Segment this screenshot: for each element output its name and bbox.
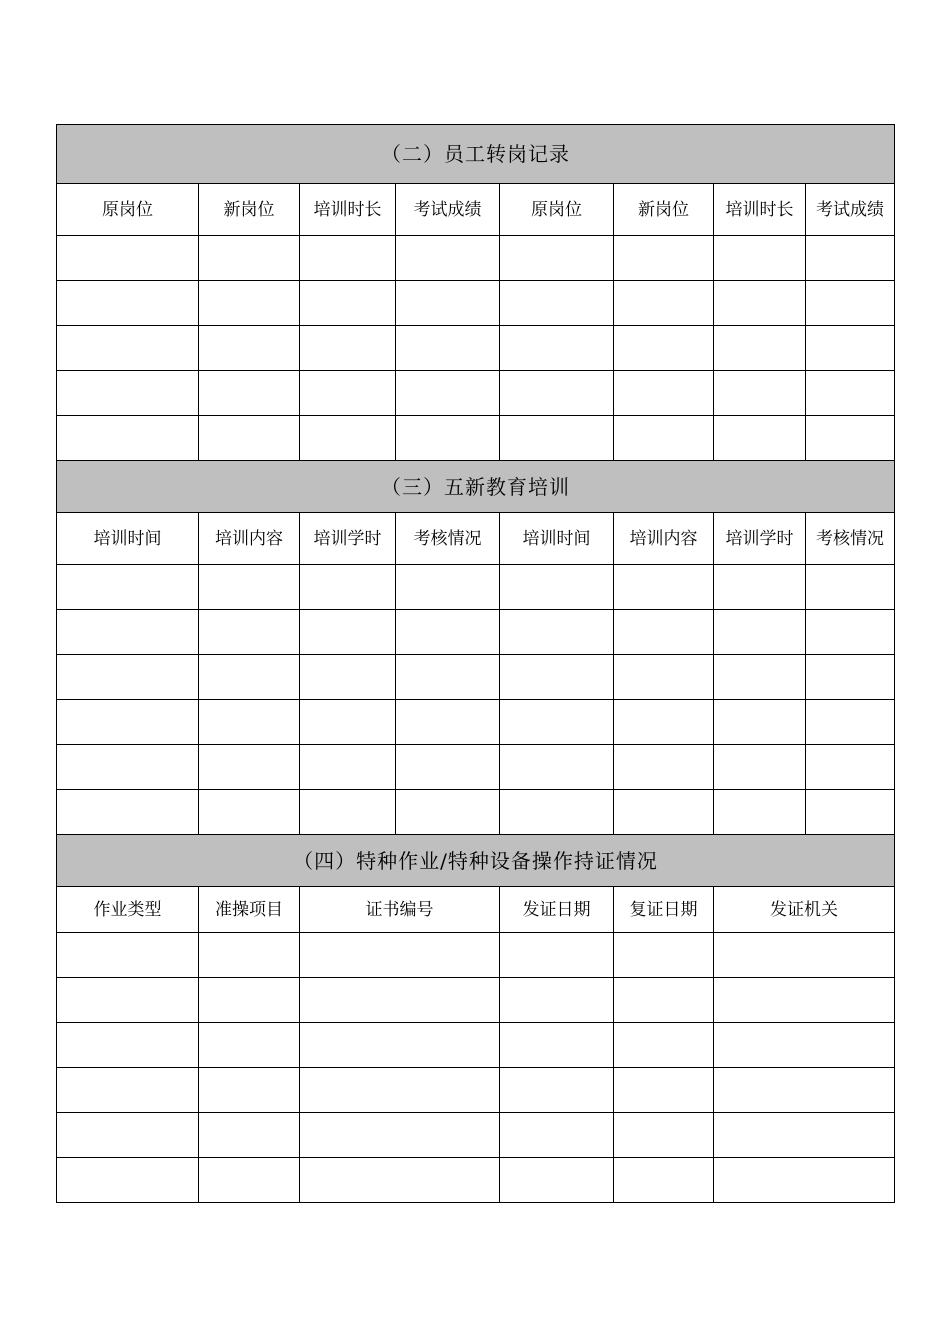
blank-cell[interactable] <box>396 281 500 326</box>
blank-cell[interactable] <box>614 700 714 745</box>
blank-cell[interactable] <box>614 1158 714 1203</box>
certificate-header-row <box>57 887 895 933</box>
header-cell: 新岗位 <box>199 184 300 236</box>
blank-cell[interactable] <box>300 236 396 281</box>
blank-cell[interactable] <box>199 655 300 700</box>
blank-cell[interactable] <box>396 610 500 655</box>
blank-cell[interactable] <box>57 1068 199 1113</box>
blank-cell[interactable] <box>500 1113 614 1158</box>
blank-cell[interactable] <box>199 326 300 371</box>
blank-cell[interactable] <box>614 1113 714 1158</box>
blank-cell[interactable] <box>57 1158 199 1203</box>
transfer-header-row <box>57 184 895 236</box>
header-cell <box>714 513 806 565</box>
blank-cell[interactable] <box>199 236 300 281</box>
blank-cell[interactable] <box>57 371 199 416</box>
blank-cell[interactable] <box>806 236 895 281</box>
blank-cell[interactable] <box>199 1113 300 1158</box>
blank-cell[interactable] <box>199 700 300 745</box>
blank-cell[interactable] <box>57 978 199 1023</box>
blank-cell[interactable] <box>199 1023 300 1068</box>
blank-cell[interactable] <box>500 790 614 835</box>
blank-cell[interactable] <box>300 745 396 790</box>
blank-cell[interactable] <box>500 371 614 416</box>
blank-cell[interactable] <box>300 1023 500 1068</box>
education-header-row <box>57 513 895 565</box>
blank-cell[interactable] <box>614 790 714 835</box>
blank-cell[interactable] <box>199 565 300 610</box>
blank-cell[interactable] <box>199 281 300 326</box>
blank-cell[interactable] <box>714 1113 895 1158</box>
header-cell: 原岗位 <box>500 184 614 236</box>
blank-cell[interactable] <box>57 281 199 326</box>
blank-cell[interactable] <box>714 745 806 790</box>
blank-cell[interactable] <box>300 565 396 610</box>
blank-cell[interactable] <box>396 790 500 835</box>
blank-cell[interactable] <box>500 236 614 281</box>
blank-cell[interactable] <box>199 416 300 461</box>
table-row <box>57 790 895 835</box>
blank-cell[interactable] <box>614 933 714 978</box>
header-cell <box>806 184 895 236</box>
blank-cell[interactable] <box>614 326 714 371</box>
header-cell: 培训时长 <box>300 184 396 236</box>
certificate-section-title: （四）特种作业/特种设备操作持证情况 <box>57 835 895 887</box>
header-cell <box>806 513 895 565</box>
blank-cell[interactable] <box>614 281 714 326</box>
table-row <box>57 978 895 1023</box>
blank-cell[interactable] <box>57 326 199 371</box>
table-row <box>57 745 895 790</box>
blank-cell[interactable] <box>199 1068 300 1113</box>
blank-cell[interactable] <box>714 565 806 610</box>
blank-cell[interactable] <box>500 1158 614 1203</box>
table-row <box>57 933 895 978</box>
blank-cell[interactable] <box>396 236 500 281</box>
blank-cell[interactable] <box>500 281 614 326</box>
education-section-title-row <box>57 461 895 513</box>
education-section-title: （三）五新教育培训 <box>57 461 895 513</box>
employee-record-form <box>56 124 895 1203</box>
blank-cell[interactable] <box>806 281 895 326</box>
header-text: 考试成绩 <box>816 199 884 220</box>
table-row <box>57 281 895 326</box>
blank-cell[interactable] <box>199 933 300 978</box>
table-row <box>57 610 895 655</box>
education-rows <box>57 565 895 835</box>
header-cell: 作业类型 <box>57 887 199 933</box>
blank-cell[interactable] <box>300 610 396 655</box>
blank-cell[interactable] <box>300 1158 500 1203</box>
blank-cell[interactable] <box>500 745 614 790</box>
blank-cell[interactable] <box>614 236 714 281</box>
blank-cell[interactable] <box>396 700 500 745</box>
blank-cell[interactable] <box>614 565 714 610</box>
blank-cell[interactable] <box>714 790 806 835</box>
header-text: 考核情况 <box>816 528 884 549</box>
blank-cell[interactable] <box>714 1068 895 1113</box>
blank-cell[interactable] <box>806 700 895 745</box>
table-row <box>57 1023 895 1068</box>
blank-cell[interactable] <box>714 1023 895 1068</box>
table-row <box>57 1113 895 1158</box>
table-row <box>57 416 895 461</box>
blank-cell[interactable] <box>714 700 806 745</box>
blank-cell[interactable] <box>714 610 806 655</box>
blank-cell[interactable] <box>500 565 614 610</box>
header-cell: 培训内容 <box>199 513 300 565</box>
blank-cell[interactable] <box>614 1023 714 1068</box>
blank-cell[interactable] <box>57 610 199 655</box>
blank-cell[interactable] <box>57 1023 199 1068</box>
table-row <box>57 700 895 745</box>
header-cell: 考核情况 <box>396 513 500 565</box>
header-cell: 发证机关 <box>714 887 895 933</box>
blank-cell[interactable] <box>396 655 500 700</box>
blank-cell[interactable] <box>396 371 500 416</box>
blank-cell[interactable] <box>714 933 895 978</box>
blank-cell[interactable] <box>300 978 500 1023</box>
blank-cell[interactable] <box>806 326 895 371</box>
table-row <box>57 565 895 610</box>
blank-cell[interactable] <box>57 745 199 790</box>
blank-cell[interactable] <box>199 371 300 416</box>
blank-cell[interactable] <box>500 416 614 461</box>
header-cell <box>714 184 806 236</box>
header-cell: 培训时间 <box>57 513 199 565</box>
blank-cell[interactable] <box>300 655 396 700</box>
header-cell: 证书编号 <box>300 887 500 933</box>
blank-cell[interactable] <box>300 1068 500 1113</box>
blank-cell[interactable] <box>806 790 895 835</box>
blank-cell[interactable] <box>57 655 199 700</box>
header-cell: 新岗位 <box>614 184 714 236</box>
header-cell: 复证日期 <box>614 887 714 933</box>
table-row <box>57 655 895 700</box>
blank-cell[interactable] <box>199 978 300 1023</box>
header-cell: 培训内容 <box>614 513 714 565</box>
header-cell: 发证日期 <box>500 887 614 933</box>
header-cell: 培训时间 <box>500 513 614 565</box>
blank-cell[interactable] <box>396 416 500 461</box>
blank-cell[interactable] <box>614 978 714 1023</box>
blank-cell[interactable] <box>614 610 714 655</box>
blank-cell[interactable] <box>300 326 396 371</box>
blank-cell[interactable] <box>806 745 895 790</box>
blank-cell[interactable] <box>57 790 199 835</box>
blank-cell[interactable] <box>199 1158 300 1203</box>
table-row <box>57 1158 895 1203</box>
header-cell: 培训学时 <box>300 513 396 565</box>
blank-cell[interactable] <box>614 745 714 790</box>
blank-cell[interactable] <box>714 416 806 461</box>
blank-cell[interactable] <box>57 565 199 610</box>
blank-cell[interactable] <box>57 236 199 281</box>
blank-cell[interactable] <box>500 978 614 1023</box>
blank-cell[interactable] <box>57 416 199 461</box>
blank-cell[interactable] <box>714 281 806 326</box>
blank-cell[interactable] <box>806 416 895 461</box>
blank-cell[interactable] <box>714 978 895 1023</box>
table-row <box>57 371 895 416</box>
blank-cell[interactable] <box>57 700 199 745</box>
blank-cell[interactable] <box>500 326 614 371</box>
blank-cell[interactable] <box>614 1068 714 1113</box>
header-cell: 准操项目 <box>199 887 300 933</box>
header-text: 培训时长 <box>725 199 794 220</box>
blank-cell[interactable] <box>500 1023 614 1068</box>
blank-cell[interactable] <box>500 655 614 700</box>
blank-cell[interactable] <box>300 700 396 745</box>
blank-cell[interactable] <box>614 655 714 700</box>
blank-cell[interactable] <box>300 933 500 978</box>
blank-cell[interactable] <box>500 610 614 655</box>
blank-cell[interactable] <box>57 933 199 978</box>
header-cell: 考试成绩 <box>396 184 500 236</box>
blank-cell[interactable] <box>614 416 714 461</box>
table-row <box>57 236 895 281</box>
transfer-rows <box>57 236 895 461</box>
blank-cell[interactable] <box>714 236 806 281</box>
blank-cell[interactable] <box>806 371 895 416</box>
blank-cell[interactable] <box>500 933 614 978</box>
blank-cell[interactable] <box>500 1068 614 1113</box>
blank-cell[interactable] <box>300 790 396 835</box>
blank-cell[interactable] <box>300 371 396 416</box>
blank-cell[interactable] <box>300 281 396 326</box>
blank-cell[interactable] <box>806 610 895 655</box>
blank-cell[interactable] <box>396 565 500 610</box>
blank-cell[interactable] <box>806 565 895 610</box>
blank-cell[interactable] <box>614 371 714 416</box>
table-row <box>57 326 895 371</box>
header-cell: 原岗位 <box>57 184 199 236</box>
blank-cell[interactable] <box>714 1158 895 1203</box>
blank-cell[interactable] <box>300 1113 500 1158</box>
blank-cell[interactable] <box>57 1113 199 1158</box>
transfer-section-title: （二）员工转岗记录 <box>57 125 895 184</box>
blank-cell[interactable] <box>199 790 300 835</box>
transfer-section-title-row <box>57 125 895 184</box>
blank-cell[interactable] <box>714 655 806 700</box>
table-row <box>57 1068 895 1113</box>
blank-cell[interactable] <box>500 700 614 745</box>
blank-cell[interactable] <box>199 745 300 790</box>
blank-cell[interactable] <box>714 326 806 371</box>
blank-cell[interactable] <box>396 745 500 790</box>
header-text: 培训学时 <box>725 528 794 549</box>
certificate-section-title-row <box>57 835 895 887</box>
certificate-rows <box>57 933 895 1203</box>
blank-cell[interactable] <box>714 371 806 416</box>
blank-cell[interactable] <box>396 326 500 371</box>
blank-cell[interactable] <box>300 416 396 461</box>
blank-cell[interactable] <box>806 655 895 700</box>
blank-cell[interactable] <box>199 610 300 655</box>
